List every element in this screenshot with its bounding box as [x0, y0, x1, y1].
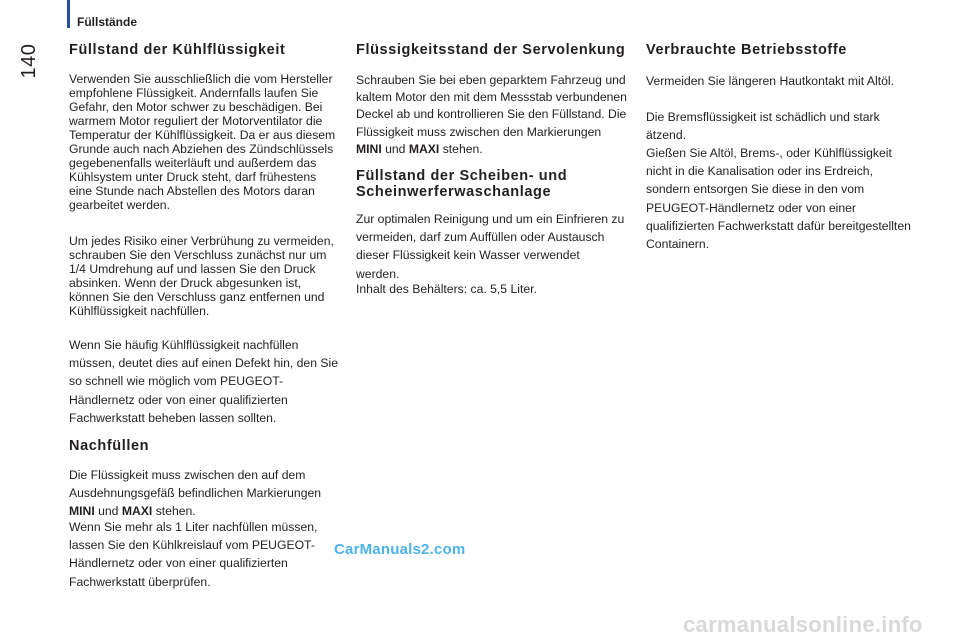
mark-mini: MINI: [356, 141, 382, 156]
heading-washer-fluid: Füllstand der Scheiben- und Scheinwerferwaschanlage: [356, 168, 568, 200]
paragraph-scald-risk: Um jedes Risiko einer Verbrühung zu vermeiden, schrauben Sie den Verschluss zunächst nur um 1/4 Umdrehung auf und lassen Sie den Druck absinken. Wenn der Druck abgesunken ist, können Sie den Verschluss ganz entfernen und Kühlflüssigkeit nachfüllen.: [69, 234, 334, 318]
paragraph-refill-markings: Die Flüssigkeit muss zwischen den auf dem Ausdehnungsgefäß befindlichen Markierungen MINI und MAXI stehen.: [69, 468, 322, 519]
watermark-carmanuals2: CarManuals2.com: [334, 541, 466, 558]
section-marker-bar: [67, 0, 70, 28]
paragraph-reservoir-capacity: Inhalt des Behälters: ca. 5,5 Liter.: [356, 282, 537, 296]
section-title: Füllstände: [77, 15, 138, 29]
paragraph-skin-contact: Vermeiden Sie längeren Hautkontakt mit Altöl.: [646, 74, 894, 88]
mark-maxi: MAXI: [121, 504, 153, 519]
paragraph-power-steering: Schrauben Sie bei eben geparktem Fahrzeug und kaltem Motor den mit dem Messstab verbundenen Deckel ab und kontrollieren Sie den Füllstand. Die Flüssigkeit muss zwischen den Markierungen MINI und MAXI stehen.: [356, 73, 627, 156]
heading-power-steering: Flüssigkeitsstand der Servolenkung: [356, 42, 626, 58]
heading-refill: Nachfüllen: [69, 438, 150, 454]
heading-coolant-level: Füllstand der Kühlflüssigkeit: [69, 42, 286, 58]
paragraph-washer-fluid: Zur optimalen Reinigung und um ein Einfrieren zu vermeiden, darf zum Auffüllen oder Austausch dieser Flüssigkeit kein Wasser verwendet werden.: [356, 212, 625, 281]
paragraph-frequent-refill: Wenn Sie häufig Kühlflüssigkeit nachfüllen müssen, deutet dies auf einen Defekt hin, den Sie so schnell wie möglich vom PEUGEOT-Händlernetz oder von einer qualifizierten Fachwerkstatt beheben lassen sollten.: [69, 338, 338, 425]
paragraph-brake-fluid: Die Bremsflüssigkeit ist schädlich und stark ätzend.: [646, 110, 880, 143]
page-number: 140: [18, 43, 40, 79]
watermark-carmanualsonline: carmanualsonline.info: [683, 612, 923, 637]
mark-maxi: MAXI: [408, 141, 440, 156]
mark-mini: MINI: [69, 504, 95, 519]
paragraph-disposal: Gießen Sie Altöl, Brems-, oder Kühlflüssigkeit nicht in die Kanalisation oder ins Erdreich, sondern entsorgen Sie diese in den vom PEUGEOT-Händlernetz oder von einer qualifizierten Fachwerkstatt dafür bereitgestellten Containern.: [646, 146, 911, 252]
paragraph-coolant-intro: Verwenden Sie ausschließlich die vom Hersteller empfohlene Flüssigkeit. Andernfalls laufen Sie Gefahr, den Motor schwer zu beschädigen. Bei warmem Motor reguliert der Motorventilator die Temperatur der Kühlflüssigkeit. Da er aus diesem Grunde auch nach Abziehen des Zündschlüssels gegebenenfalls weiterläuft und außerdem das Kühlsystem unter Druck steht, darf frühestens eine Stunde nach Abstellen des Motors daran gearbeitet werden.: [69, 72, 336, 212]
paragraph-refill-check: Wenn Sie mehr als 1 Liter nachfüllen müssen, lassen Sie den Kühlkreislauf vom PEUGEOT-Händlernetz oder von einer qualifizierten Fachwerkstatt überprüfen.: [69, 520, 318, 589]
heading-used-fluids: Verbrauchte Betriebsstoffe: [646, 42, 847, 58]
